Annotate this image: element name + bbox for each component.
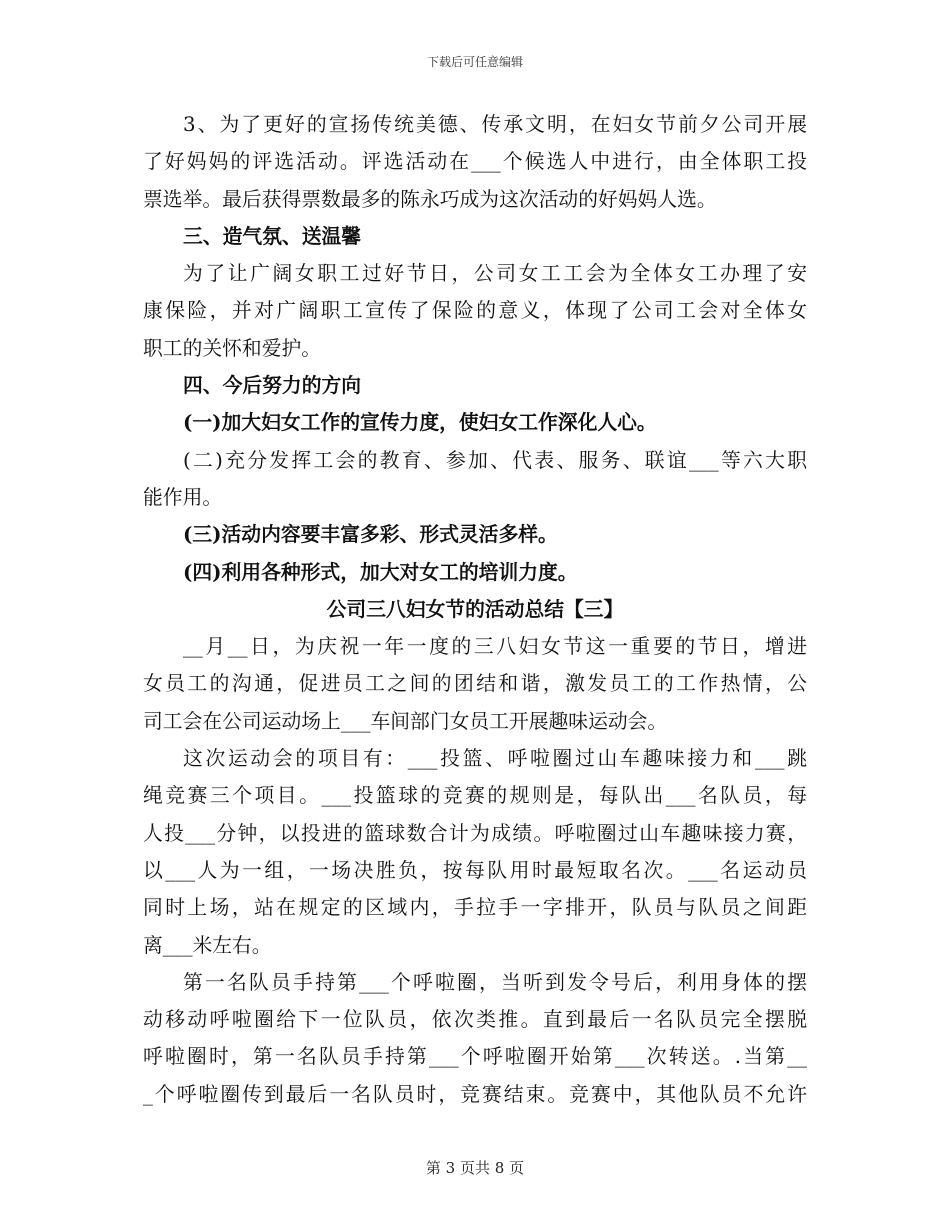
paragraph-line: 呼啦圈时，第一名队员手持第___个呼啦圈开始第___次转送。.当第__ bbox=[143, 1045, 807, 1069]
paragraph-line: 同时上场，站在规定的区域内，手拉手一字排开，队员与队员之间距 bbox=[143, 896, 807, 920]
paragraph-line: 以___人为一组，一场决胜负，按每队用时最短取名次。___名运动员 bbox=[143, 858, 807, 882]
paragraph-line: __月__日，为庆祝一年一度的三八妇女节这一重要的节日，增进 bbox=[183, 635, 807, 659]
page-footer: 第 3 页共 8 页 bbox=[425, 1159, 525, 1177]
list-item: (四)利用各种形式，加大对女工的培训力度。 bbox=[183, 559, 578, 584]
paragraph-line: 第一名队员手持第___个呼啦圈，当听到发令号后，利用身体的摆 bbox=[183, 970, 807, 994]
paragraph-line: 为了让广阔女职工过好节日，公司女工工会为全体女工办理了安 bbox=[183, 262, 807, 286]
paragraph-line: 了好妈妈的评选活动。评选活动在___个候选人中进行，由全体职工投 bbox=[143, 150, 807, 174]
list-item: (一)加大妇女工作的宣传力度，使妇女工作深化人心。 bbox=[183, 410, 657, 435]
section-heading: 四、今后努力的方向 bbox=[183, 373, 362, 398]
list-item: (三)活动内容要丰富多彩、形式灵活多样。 bbox=[183, 522, 558, 547]
paragraph-line: _个呼啦圈传到最后一名队员时，竞赛结束。竞赛中，其他队员不允许 bbox=[143, 1082, 807, 1106]
list-item-continuation: 能作用。 bbox=[143, 485, 223, 509]
document-body bbox=[143, 106, 807, 1113]
paragraph-line: 绳竞赛三个项目。___投篮球的竞赛的规则是，每队出___名队员，每 bbox=[143, 784, 807, 808]
paragraph-line: 司工会在公司运动场上___车间部门女员工开展趣味运动会。 bbox=[143, 709, 668, 733]
paragraph-line: 票选举。最后获得票数最多的陈永巧成为这次活动的好妈妈人选。 bbox=[143, 187, 717, 211]
paragraph-line: 离___米左右。 bbox=[143, 933, 272, 957]
paragraph-line: 职工的关怀和爱护。 bbox=[143, 336, 322, 360]
paragraph-line: 动移动呼啦圈给下一位队员，依次类推。直到最后一名队员完全摆脱 bbox=[143, 1008, 807, 1032]
paragraph-line: 人投___分钟，以投进的篮球数合计为成绩。呼啦圈过山车趣味接力赛， bbox=[143, 821, 807, 845]
paragraph-line: 女员工的沟通，促进员工之间的团结和谐，激发员工的工作热情，公 bbox=[143, 672, 807, 696]
section-heading: 三、造气氛、送温馨 bbox=[183, 223, 362, 248]
page-header: 下载后可任意编辑 bbox=[426, 55, 523, 69]
paragraph-line: 3、为了更好的宣扬传统美德、传承文明，在妇女节前夕公司开展 bbox=[183, 113, 807, 136]
paragraph-line: 康保险，并对广阔职工宣传了保险的意义，体现了公司工会对全体女 bbox=[143, 299, 807, 323]
article-title: 公司三八妇女节的活动总结【三】 bbox=[326, 596, 624, 621]
paragraph-line: 这次运动会的项目有：___投篮、呼啦圈过山车趣味接力和___跳 bbox=[183, 747, 807, 771]
list-item: (二)充分发挥工会的教育、参加、代表、服务、联谊___等六大职 bbox=[183, 448, 807, 472]
